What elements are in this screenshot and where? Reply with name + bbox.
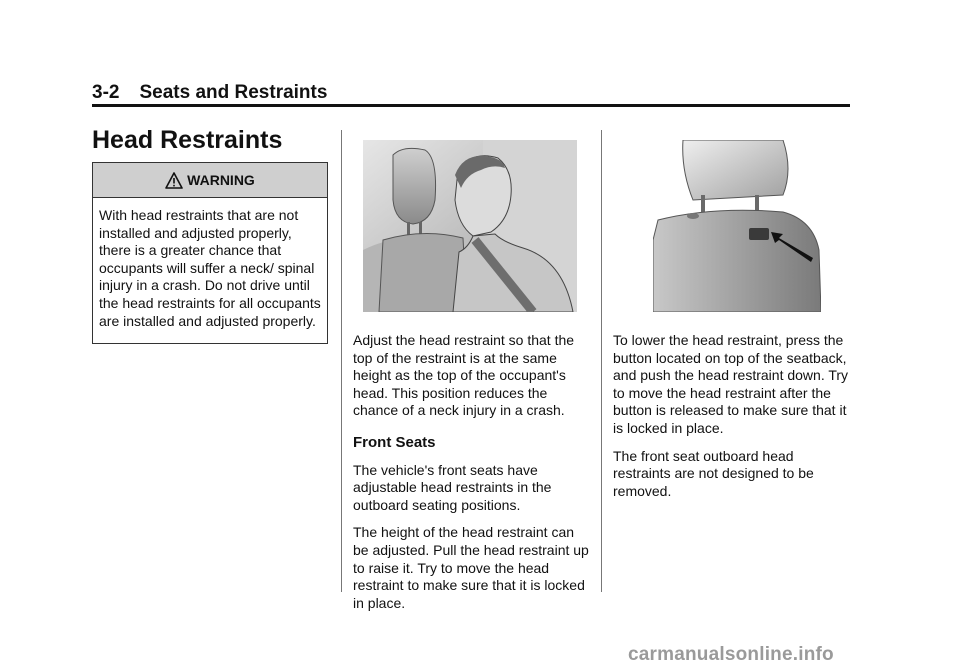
subheading-front-seats: Front Seats <box>353 433 436 451</box>
column-2-text <box>353 332 593 622</box>
watermark: carmanualsonline.info <box>628 644 834 665</box>
warning-title: WARNING <box>187 172 255 188</box>
paragraph-height-adjust: The height of the head restraint can be adjusted. Pull the head restraint up to raise it. Try to move the head restraint to make sure that it is locked in place. <box>353 524 589 611</box>
paragraph-adjust: Adjust the head restraint so that the top of the restraint is at the same height as the top of the occupant's head. This position reduces the chance of a neck injury in a crash. <box>353 332 575 419</box>
warning-box <box>92 162 328 344</box>
page-header <box>92 82 852 104</box>
column-divider-2 <box>601 130 602 592</box>
paragraph-lower-restraint: To lower the head restraint, press the button located on top of the seatback, and push the head restraint down. Try to move the head restraint after the button is released to make sure that it is locked in place. <box>613 332 849 436</box>
warning-header <box>93 163 327 198</box>
occupant-head-restraint-illustration <box>363 140 577 312</box>
warning-triangle-icon <box>165 172 183 189</box>
header-rule <box>92 104 850 107</box>
paragraph-front-seats: The vehicle's front seats have adjustable head restraints in the outboard seating positions. <box>353 461 552 513</box>
paragraph-not-removable: The front seat outboard head restraints are not designed to be removed. <box>613 447 814 499</box>
column-3-text <box>613 332 853 510</box>
column-divider-1 <box>341 130 342 592</box>
page-number: 3-2 <box>92 82 120 103</box>
head-restraint-button-illustration <box>653 140 821 312</box>
section-title: Head Restraints <box>92 126 283 154</box>
warning-text: With head restraints that are not installed and adjusted properly, there is a greater chance that occupants will suffer a neck/ spinal injury in a crash. Do not drive until the head restraints for all occupants are installed and adjusted properly. <box>99 207 321 329</box>
chapter-title: Seats and Restraints <box>139 82 328 103</box>
